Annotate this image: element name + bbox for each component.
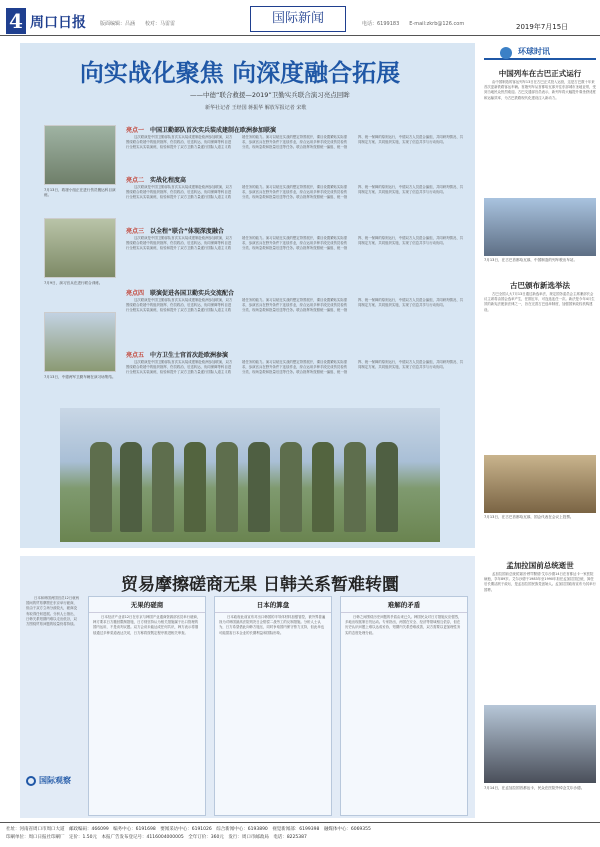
highlight-5: 亮点五 中方卫生士官首次赴欧洲参演 [126, 352, 229, 359]
lower-box-3: 难解的矛盾 日韩之间围绕历史问题的矛盾由来已久。韩国民众对日方措施反应强烈，多地出现抵制日货运动。专家指出，两国在安全、经济等领域相互依存，但在历史认识问题上难以达成妥协，短期内关系恐难改善，双方需要以更加理性务实的态度处理分歧。 [340, 596, 468, 816]
globe-icon [500, 47, 512, 59]
right-item-2-text: 古巴全国人大7月13日通过新选举法，规定国务委员会主席兼部长会议主席将由国会选举产生，任期五年，可连选连任一次。新法是今年4月生效的新宪法配套法律之一，旨在完善古巴选举制度，加强国家政权机构建设。 [484, 292, 595, 312]
contact-meta: 电话：6199183 E-mail:zkrb@126.com [362, 21, 465, 27]
highlight-1: 亮点一 中国卫勤部队首次实兵装成建制在欧洲参加联演 [126, 127, 277, 134]
right-item-3-text: 孟加拉国前总统侯赛因·穆罕默德·艾尔沙德14日在首都达卡一家医院病逝，享年89岁。艾尔沙德于1983年至1990年担任孟加拉国总统，卸任后长期活跃于政坛，是孟加拉国民族党创始人。孟加拉国政府宣布为其举行国葬。 [484, 572, 596, 592]
highlight-2: 亮点二 实战化程度高 [126, 177, 187, 184]
highlight-1-text: 这次联演是中国卫勤部队首次实兵装成建制赴欧洲参加联演，双方围绕联合救援中的组织指挥、伤员救治、后送转运、协同保障等科目进行全程实兵实装演练，检验和提升了双方卫勤力量遂行国际人道主义救援任务的能力。演习以贴近实战的想定背景展开，课目设置紧贴实际需求，参演官兵在野外条件下连续作业，综合运用多种手段完成伤员检伤分类、现场急救和批量后送等任务。联合指挥所按照统一编组、统一指挥、统一保障的原则运行，中德双方人员混合编组，共同研判情况、共同制定方案、共同组织实施，实现了信息共享与行动协同。 [126, 135, 464, 150]
highlight-2-text: 这次联演是中国卫勤部队首次实兵装成建制赴欧洲参加联演，双方围绕联合救援中的组织指挥、伤员救治、后送转运、协同保障等科目进行全程实兵实装演练，检验和提升了双方卫勤力量遂行国际人道主义救援任务的能力。演习以贴近实战的想定背景展开，课目设置紧贴实际需求，参演官兵在野外条件下连续作业，综合运用多种手段完成伤员检伤分类、现场急救和批量后送等任务。联合指挥所按照统一编组、统一指挥、统一保障的原则运行，中德双方人员混合编组，共同研判情况、共同制定方案、共同组织实施，实现了信息共享与行动协同。 [126, 185, 464, 200]
lower-box-2: 日本的算盘 日本政府此前宣布对出口韩国的半导体材料加强管控，被外界普遍视为对韩国最高法院判决日企赔偿二战劳工的反制措施。分析人士认为，日方希望借此向韩方施压，同时争取国内保守势力支持，但此举也可能损害日本企业的长期利益和国际形象。 [214, 596, 332, 816]
lower-box-1: 无果的磋商 日本经济产业省12日在东京与韩国产业通商资源部官员举行磋商，韩方要求日方撤回限制措施，日方则坚持认为相关措施属于出口管理的国内运用，不是谈判议题。双方会谈未能达成任何共识，韩方表示将继续通过多种渠道表达关切，日方称将按既定程序推进相关审查。 [88, 596, 206, 816]
photo-cuba-assembly [484, 455, 596, 513]
right-item-3-title: 孟加拉国前总统逝世 [506, 561, 574, 570]
section-title: 国际新闻 [250, 6, 346, 32]
footer-line-2: 印刷单位：周口日报社印刷厂 定价：1.50元 本报广告发布登记号：4116004000005 全年订价：360元 发行：周口市邮政局 电话：8225387 [6, 835, 307, 840]
editor-meta: 版面编辑：吕涵 校对：马雷雷 [100, 21, 176, 27]
lower-headline: 贸易摩擦磋商无果 日韩关系暂难转圜 [121, 575, 399, 595]
highlight-3-text: 这次联演是中国卫勤部队首次实兵装成建制赴欧洲参加联演，双方围绕联合救援中的组织指挥、伤员救治、后送转运、协同保障等科目进行全程实兵实装演练，检验和提升了双方卫勤力量遂行国际人道主义救援任务的能力。演习以贴近实战的想定背景展开，课目设置紧贴实际需求，参演官兵在野外条件下连续作业，综合运用多种手段完成伤员检伤分类、现场急救和批量后送等任务。联合指挥所按照统一编组、统一指挥、统一保障的原则运行，中德双方人员混合编组，共同研判情况、共同制定方案、共同组织实施，实现了信息共享与行动协同。 [126, 236, 464, 251]
observe-label: 国际观察 [26, 775, 86, 791]
photo-joint-training [44, 218, 116, 278]
right-item-1-title: 中国列车在古巴正式运行 [498, 69, 582, 78]
caption-3: 7月13日，中德两军卫勤车辆在演习场集结。 [44, 375, 116, 379]
masthead [0, 0, 600, 36]
footer [0, 822, 600, 847]
right-section-bar: 环球时讯 [484, 46, 596, 60]
right-item-2-title: 古巴颁布新选举法 [510, 281, 570, 290]
right-caption-1: 7月13日，在古巴首都哈瓦那，中国制造的列车驶出车站。 [484, 258, 578, 262]
lead-headline: 向实战化聚焦 向深度融合拓展 [79, 58, 401, 87]
page-number: 4 [6, 8, 26, 34]
highlight-3: 亮点三 以全程“联合”体现深度融合 [126, 228, 224, 235]
caption-2: 7月9日，演习官兵在进行联合训练。 [44, 281, 103, 285]
lower-intro: 日本和韩国两国官员12日就两国间的贸易摩擦在东京举行磋商，但由于双方立场分歧较大，磋商没有取得任何进展。分析人士指出，日韩关系短期内难以走出低谷，双方围绕贸易问题的较量仍将持续。 [26, 596, 80, 627]
photo-cuba-train [484, 198, 596, 256]
lead-byline: 新华社记者 王经国 蒋振华 解放军报记者 宋歌 [205, 105, 307, 111]
highlight-4-text: 这次联演是中国卫勤部队首次实兵装成建制赴欧洲参加联演，双方围绕联合救援中的组织指挥、伤员救治、后送转运、协同保障等科目进行全程实兵实装演练，检验和提升了双方卫勤力量遂行国际人道主义救援任务的能力。演习以贴近实战的想定背景展开，课目设置紧贴实际需求，参演官兵在野外条件下连续作业，综合运用多种手段完成伤员检伤分类、现场急救和批量后送等任务。联合指挥所按照统一编组、统一指挥、统一保障的原则运行，中德双方人员混合编组，共同研判情况、共同制定方案、共同组织实施，实现了信息共享与行动协同。 [126, 298, 464, 313]
paper-logo: 周口日报 [30, 15, 86, 31]
right-caption-2: 7月13日，在古巴首都哈瓦那，国会代表在会议上投票。 [484, 515, 574, 519]
photo-medical-vehicles [44, 312, 116, 372]
highlight-4: 亮点四 联演促进各国卫勤实兵交流配合 [126, 290, 235, 297]
highlight-5-text: 这次联演是中国卫勤部队首次实兵装成建制赴欧洲参加联演，双方围绕联合救援中的组织指挥、伤员救治、后送转运、协同保障等科目进行全程实兵实装演练，检验和提升了双方卫勤力量遂行国际人道主义救援任务的能力。演习以贴近实战的想定背景展开，课目设置紧贴实际需求，参演官兵在野外条件下连续作业，综合运用多种手段完成伤员检伤分类、现场急救和批量后送等任务。联合指挥所按照统一编组、统一指挥、统一保障的原则运行，中德双方人员混合编组，共同研判情况、共同制定方案、共同组织实施，实现了信息共享与行动协同。 [126, 360, 464, 375]
observe-icon [26, 776, 36, 786]
caption-1: 7月13日，救援小组正在进行伤员搬运科目演练。 [44, 188, 116, 197]
right-item-1-text: 由中国制造的客运列车13日在古巴正式投入运营，这是古巴数十年来首次更新铁路客运车辆。首趟列车从首都哈瓦那开往东部城市圣地亚哥，受到当地民众热烈欢迎。古巴交通部官员表示，新列车将大幅提升乘坐舒适度和运输效率，为古巴铁路现代化建设注入新动力。 [484, 80, 596, 100]
footer-line-1: 社址：河南省周口市周口大道 邮政编码：466099 编务中心：6191698 要闻采访中心：6191026 综合新闻中心：6193890 视觉新闻部：6199398 融媒体中心：6069355 [6, 827, 371, 832]
group-photo-soldiers [60, 408, 440, 542]
photo-rescue-team [44, 125, 116, 185]
right-caption-3: 7月14日，在孟加拉国首都达卡，民众在医院外悼念艾尔沙德。 [484, 786, 585, 790]
lead-subhead: ——中德“联合救援—2019”卫勤实兵联合演习亮点回眸 [190, 91, 350, 99]
photo-bangladesh [484, 705, 596, 783]
issue-date: 2019年7月15日 [516, 23, 569, 31]
